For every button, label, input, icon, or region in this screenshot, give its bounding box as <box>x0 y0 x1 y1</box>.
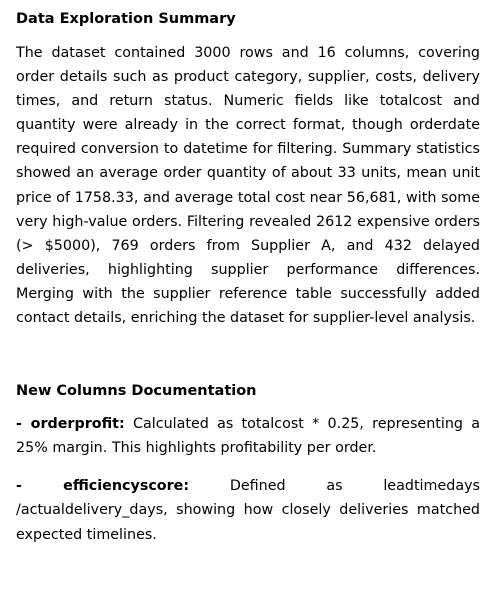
new-columns-heading: New Columns Documentation <box>16 383 257 400</box>
column-name-efficiencyscore: efficiencyscore: <box>63 478 190 495</box>
column-description-efficiencyscore: Defined as leadtimedays /actualdelivery_days, showing how closely deliveries matched expected timelines. <box>16 478 480 543</box>
column-entry-prefix: - <box>16 416 31 433</box>
column-name-orderprofit: orderprofit: <box>30 416 125 433</box>
summary-heading: Data Exploration Summary <box>16 11 236 27</box>
column-entry-efficiencyscore <box>16 474 480 546</box>
column-entry-orderprofit <box>16 412 480 460</box>
summary-paragraph: The dataset contained 3000 rows and 16 columns, covering order details such as product category, supplier, costs, delivery times, and return status. Numeric fields like totalcost and quantity were already in the correct format, though orderdate required conversion to datetime for filtering. Summary statistics showed an average order quantity of about 33 units, mean unit price of 1758.33, and average total cost near 56,681, with some very high-value orders. Filtering revealed 2612 expensive orders (> $5000), 769 orders from Supplier A, and 432 delayed deliveries, highlighting supplier performance differences. Merging with the supplier reference table successfully added contact details, enriching the dataset for supplier-level analysis. <box>16 45 480 327</box>
column-entry-prefix: - <box>16 478 64 495</box>
data-exploration-summary-section <box>16 9 480 330</box>
column-description-orderprofit: Calculated as totalcost * 0.25, representing a 25% margin. This highlights profitability per order. <box>16 416 480 457</box>
new-columns-section <box>16 381 480 546</box>
